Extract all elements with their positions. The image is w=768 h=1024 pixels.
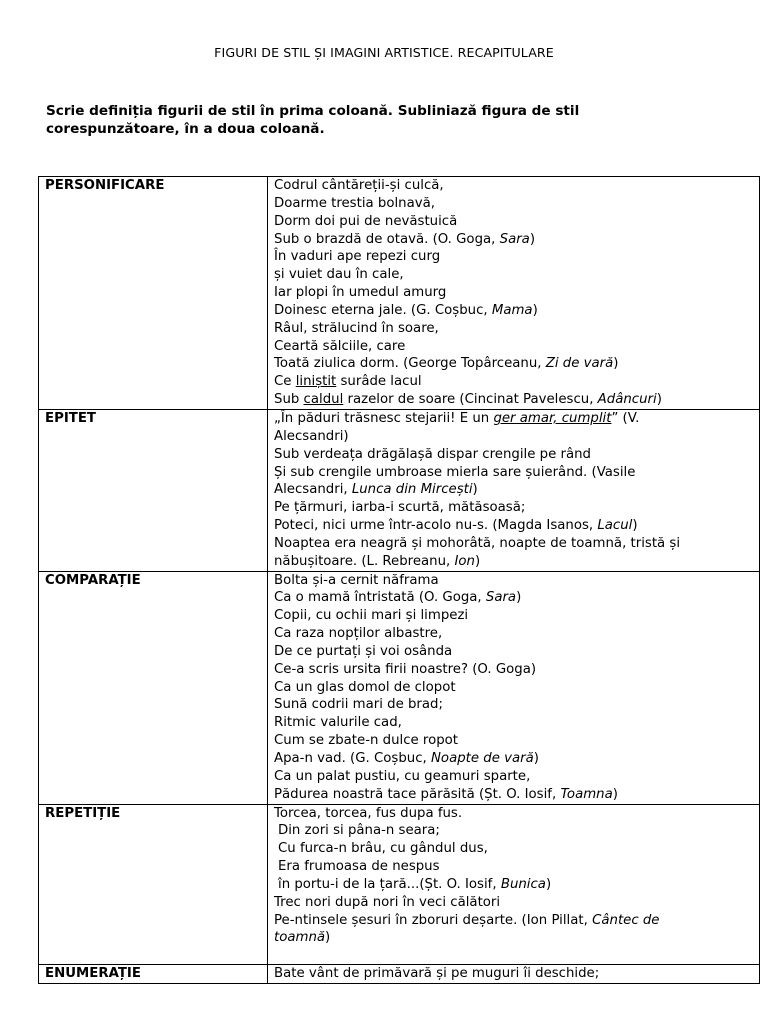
verse-line: Era frumoasa de nespus bbox=[278, 859, 440, 875]
verse-text: Sub o brazdă de otavă. (O. Goga, bbox=[274, 231, 500, 247]
table-row-personificare bbox=[39, 177, 760, 410]
term-cell-repetitie[interactable] bbox=[39, 804, 268, 965]
term-cell-personificare[interactable] bbox=[39, 177, 268, 410]
verse-line: Ca un glas domol de clopot bbox=[274, 679, 456, 695]
verse-line: Codrul cântăreții-și culcă, bbox=[274, 178, 444, 193]
example-cell-personificare[interactable] bbox=[268, 177, 760, 410]
verse-text: ) bbox=[325, 930, 331, 946]
term-cell-enumeratie[interactable] bbox=[39, 965, 268, 984]
verse-text: ) bbox=[472, 482, 478, 498]
term-cell-epitet[interactable] bbox=[39, 409, 268, 571]
verse-line: Copii, cu ochii mari și limpezi bbox=[274, 608, 469, 624]
verse-line bbox=[274, 517, 755, 535]
verse-line bbox=[274, 231, 755, 249]
source-title: Sara bbox=[499, 231, 530, 247]
verse-text: Pădurea noastră tace părăsită (Șt. O. Iosif, bbox=[274, 786, 561, 802]
verse-line bbox=[274, 750, 755, 768]
verse-line bbox=[274, 876, 755, 894]
verse-line: Trec nori după nori în veci călători bbox=[274, 894, 501, 910]
verse-line bbox=[274, 589, 755, 607]
term-label: COMPARAȚIE bbox=[45, 572, 141, 588]
verse-line: Sună codrii mari de brad; bbox=[274, 697, 443, 713]
verse-text: ) bbox=[656, 392, 662, 408]
example-cell-enumeratie[interactable] bbox=[268, 965, 760, 984]
verse-text: Sub bbox=[274, 392, 304, 408]
verse-line: și vuiet dau în cale, bbox=[274, 267, 404, 283]
verse-line bbox=[274, 391, 755, 409]
verse-line: Doarme trestia bolnavă, bbox=[274, 195, 435, 211]
term-cell-comparatie[interactable] bbox=[39, 571, 268, 804]
verse-text: ) bbox=[632, 518, 638, 534]
verse-text: ) bbox=[529, 231, 536, 247]
verse-text: ) bbox=[516, 590, 522, 606]
verse-line: În vaduri ape repezi curg bbox=[274, 249, 441, 265]
verse-text: ” (V. bbox=[611, 410, 640, 426]
verse-line: Cu furca-n brâu, cu gândul dus, bbox=[278, 841, 488, 857]
verse-text: ) bbox=[533, 751, 539, 766]
term-label: ENUMERAȚIE bbox=[45, 966, 141, 982]
verse-text: Ce bbox=[274, 374, 296, 390]
underlined-figure: liniștit bbox=[295, 374, 337, 390]
verse-text: în portu-i de la țară...(Șt. O. Iosif, bbox=[278, 876, 501, 892]
verse-text: năbușitoare. (L. Rebreanu, bbox=[274, 553, 455, 569]
instruction-text bbox=[46, 102, 736, 138]
verse-line bbox=[274, 373, 755, 391]
verse-text: Ca o mamă întristată (O. Goga, bbox=[274, 590, 486, 606]
verse-line bbox=[274, 786, 755, 804]
verse-line: Ritmic valurile cad, bbox=[274, 715, 402, 731]
underlined-figure: ger amar, cumplit bbox=[493, 410, 612, 426]
verse-line: Bolta și-a cernit năframa bbox=[274, 572, 439, 588]
verse-line: Sub verdeața drăgălașă dispar crengile pe rând bbox=[274, 446, 591, 462]
verse-line: Și sub crengile umbroase mierla sare șuierând. (Vasile bbox=[274, 464, 636, 480]
source-title: Mama bbox=[491, 302, 533, 318]
verse-line: Cum se zbate-n dulce ropot bbox=[274, 733, 459, 749]
verse-line: Dorm doi pui de nevăstuică bbox=[274, 213, 458, 229]
source-title: Sara bbox=[485, 590, 517, 606]
verse-line: Iar plopi în umedul amurg bbox=[274, 285, 447, 301]
table-row-epitet bbox=[39, 409, 760, 571]
verse-line bbox=[274, 912, 755, 930]
verse-text: ) bbox=[532, 302, 538, 318]
verse-text: ) bbox=[612, 786, 618, 802]
verse-line bbox=[274, 481, 755, 499]
verse-text: Apa-n vad. (G. Coșbuc, bbox=[274, 751, 431, 766]
source-title: Lunca din Mircești bbox=[351, 482, 473, 498]
source-title: Cântec de bbox=[592, 912, 660, 928]
table-row-enumeratie bbox=[39, 965, 760, 984]
verse-line bbox=[274, 302, 755, 320]
verse-line: Torcea, torcea, fus dupa fus. bbox=[274, 805, 463, 821]
source-title: Lacul bbox=[597, 518, 633, 534]
example-cell-epitet[interactable] bbox=[268, 409, 760, 571]
verse-line: Din zori si pâna-n seara; bbox=[278, 823, 440, 839]
example-cell-repetitie[interactable] bbox=[268, 804, 760, 965]
verse-line: Ca raza nopților albastre, bbox=[274, 626, 443, 642]
source-title: Toamna bbox=[560, 786, 613, 802]
verse-line bbox=[274, 553, 755, 571]
verse-text: „În păduri trăsnesc stejarii! E un bbox=[274, 410, 494, 426]
verse-line bbox=[274, 355, 755, 373]
verse-text: ) bbox=[545, 876, 552, 892]
verse-line bbox=[274, 410, 755, 428]
verse-text: ) bbox=[474, 553, 481, 569]
verse-line: Ce-a scris ursita firii noastre? (O. Goga) bbox=[274, 661, 537, 677]
term-label: PERSONIFICARE bbox=[45, 178, 165, 193]
empty-line bbox=[274, 947, 755, 964]
verse-text: Alecsandri, bbox=[274, 482, 352, 498]
verse-text: ) bbox=[613, 356, 619, 372]
term-label: REPETIȚIE bbox=[45, 805, 121, 821]
underlined-figure: caldul bbox=[303, 392, 344, 408]
verse-text: Poteci, nici urme într-acolo nu-s. (Magda Isanos, bbox=[274, 518, 598, 534]
verse-line: Bate vânt de primăvară și pe muguri îi deschide; bbox=[274, 966, 600, 982]
verse-text: razelor de soare (Cincinat Pavelescu, bbox=[343, 392, 598, 408]
verse-text: surâde lacul bbox=[336, 374, 422, 390]
verse-line bbox=[274, 929, 755, 947]
verse-line: Râul, strălucind în soare, bbox=[274, 320, 439, 336]
verse-line: De ce purtați și voi osânda bbox=[274, 643, 453, 659]
source-title: Adâncuri bbox=[597, 392, 657, 408]
source-title: Zi de vară bbox=[545, 356, 614, 372]
source-title: toamnă bbox=[274, 930, 326, 946]
verse-line: Ca un palat pustiu, cu geamuri sparte, bbox=[274, 768, 531, 784]
verse-text: Pe-ntinsele șesuri în zboruri deșarte. (Ion Pillat, bbox=[274, 912, 593, 928]
verse-text: Doinesc eterna jale. (G. Coșbuc, bbox=[274, 302, 492, 318]
instruction-line-1: Scrie definiția figurii de stil în prima coloană. Subliniază figura de stil bbox=[46, 103, 580, 119]
verse-line: Pe țărmuri, iarba-i scurtă, mătăsoasă; bbox=[274, 500, 526, 516]
example-cell-comparatie[interactable] bbox=[268, 571, 760, 804]
verse-line: Alecsandri) bbox=[274, 428, 349, 444]
verse-line: Ceartă sălciile, care bbox=[274, 338, 406, 354]
source-title: Ion bbox=[454, 553, 475, 569]
source-title: Noapte de vară bbox=[430, 751, 534, 766]
table-row-comparatie bbox=[39, 571, 760, 804]
verse-text: Toată ziulica dorm. (George Topârceanu, bbox=[274, 356, 546, 372]
figures-table bbox=[38, 176, 760, 984]
page-title: FIGURI DE STIL ȘI IMAGINI ARTISTICE. RECAPITULARE bbox=[214, 45, 554, 60]
table-row-repetitie bbox=[39, 804, 760, 965]
source-title: Bunica bbox=[500, 876, 546, 892]
verse-line: Noaptea era neagră și mohorâtă, noapte de toamnă, tristă și bbox=[274, 535, 681, 551]
instruction-line-2: corespunzătoare, în a doua coloană. bbox=[46, 121, 325, 137]
term-label: EPITET bbox=[45, 410, 96, 426]
